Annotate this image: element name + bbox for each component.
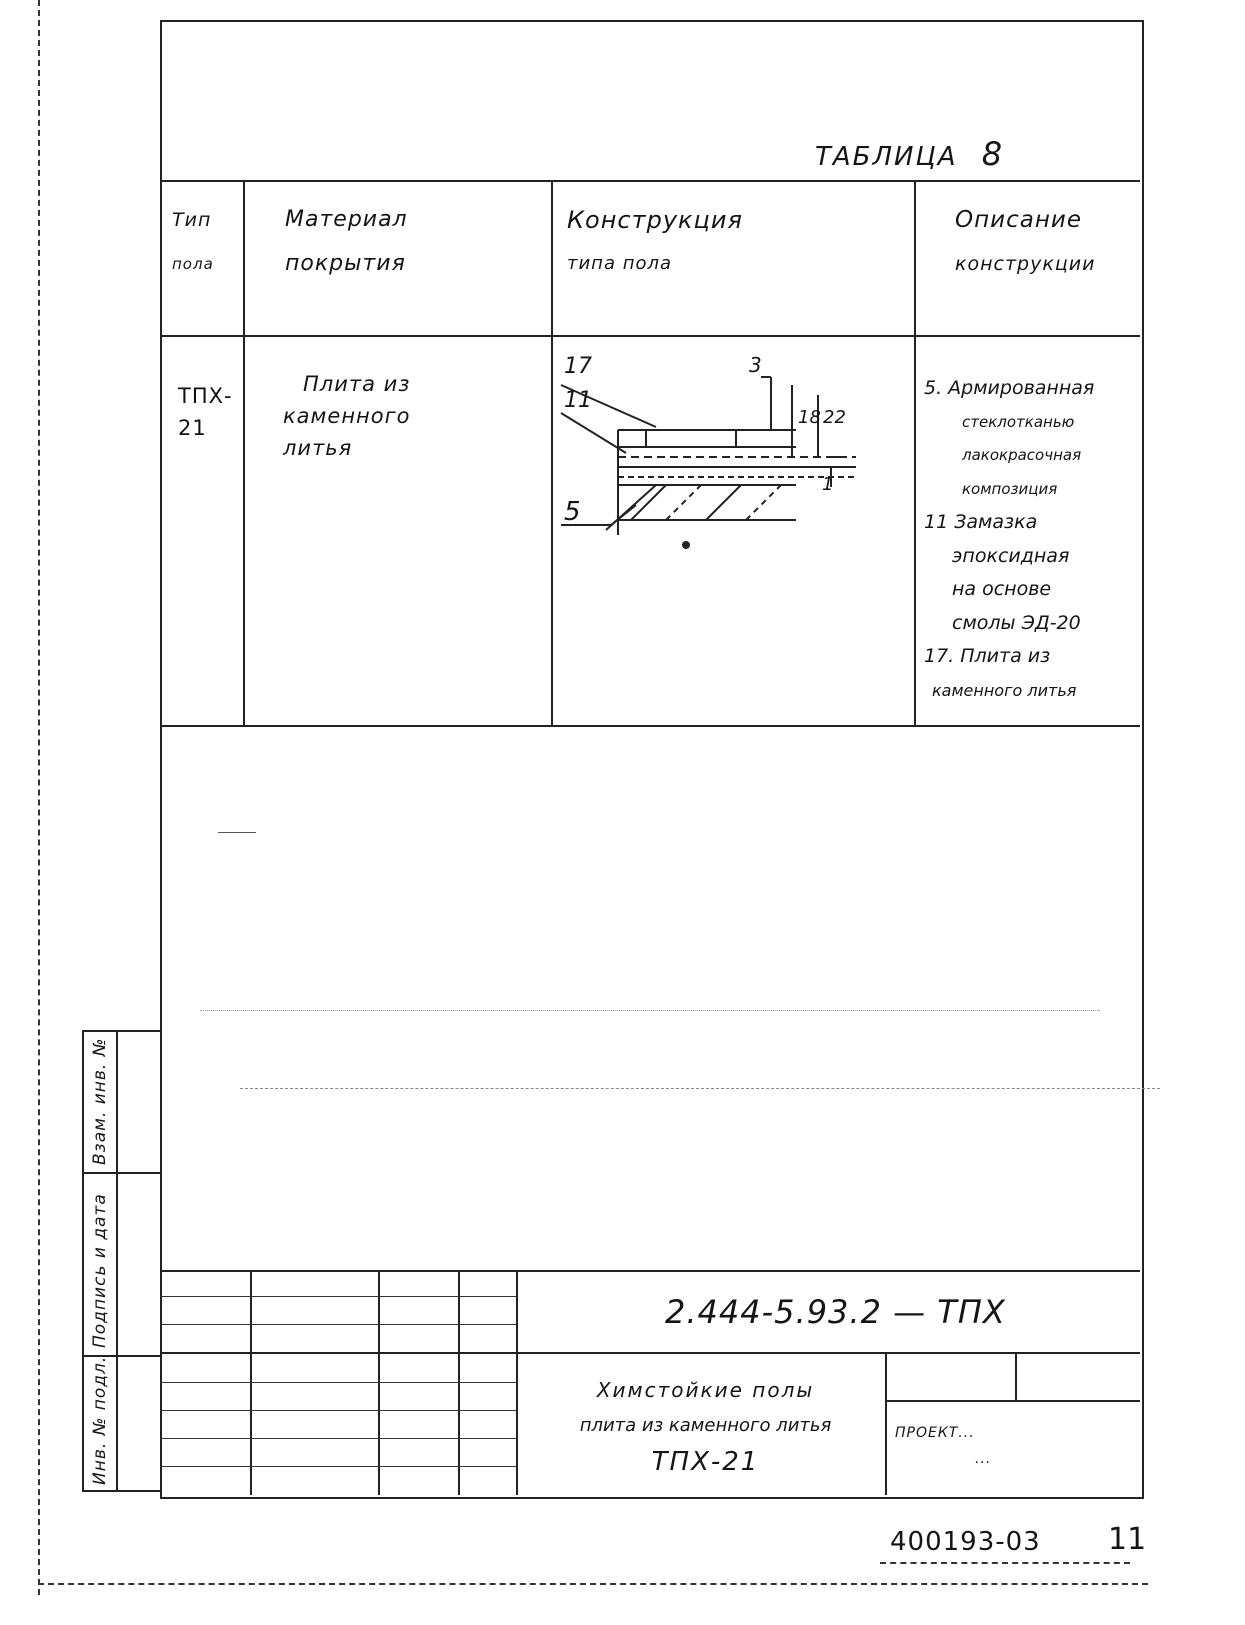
row-description: 5. Армированная стеклотканью лакокрасочная композиция 11 Замазка эпоксидная на основе смолы ЭД-20 17. Плита из каменного литья — [924, 377, 1095, 700]
archive-number: 400193-03 — [890, 1527, 1041, 1557]
grid-h-3 — [160, 1382, 516, 1383]
titleblock-org-split — [1015, 1352, 1017, 1400]
header-material: Материал покрытия — [285, 207, 408, 276]
stamp-bottom — [82, 1490, 160, 1492]
sheet-number: 11 — [1108, 1522, 1147, 1557]
titleblock-v-main — [516, 1270, 518, 1495]
header-type: Тип пола — [172, 209, 214, 273]
stamp-label-bottom: Инв. № подл. — [90, 1355, 110, 1485]
row-material: Плита из каменного литья — [283, 372, 411, 460]
drawing-dim-3: 3 — [749, 353, 762, 377]
document-title: Химстойкие полы плита из каменного литья ТПХ-21 — [579, 1378, 832, 1477]
grid-h-5 — [160, 1438, 516, 1439]
outer-left-border — [38, 0, 40, 1595]
stamp-col-left — [82, 1030, 84, 1490]
construction-drawing — [556, 345, 906, 560]
bottom-underline — [880, 1562, 1130, 1564]
stamp-top — [82, 1030, 160, 1032]
stamp-label-top: Взам. инв. № — [90, 1037, 110, 1165]
table-caption — [815, 135, 1004, 173]
drawing-label-11: 11 — [564, 388, 592, 413]
grid-h-1 — [160, 1296, 516, 1297]
document-code: 2.444-5.93.2 — ТПХ — [665, 1293, 1006, 1331]
col-line-2 — [551, 180, 553, 725]
row-bottom-line — [160, 725, 1140, 727]
col-line-1 — [243, 180, 245, 725]
table-label: ТАБЛИЦА — [815, 142, 958, 172]
grid-h-4 — [160, 1410, 516, 1411]
faint-mark-2 — [240, 1088, 1160, 1089]
header-description: Описание конструкции — [955, 207, 1096, 275]
outer-bottom-border — [38, 1583, 1148, 1585]
row-type: ТПХ- 21 — [178, 384, 233, 440]
header-construction: Конструкция типа пола — [567, 206, 743, 274]
stamp-label-middle: Подпись и дата — [90, 1193, 110, 1348]
drawing-label-17: 17 — [564, 354, 592, 379]
grid-h-2 — [160, 1324, 516, 1325]
faint-mark-3 — [200, 1010, 1100, 1011]
table-top-line — [160, 180, 1140, 182]
organization: ПРОЕКТ... ... — [895, 1425, 992, 1467]
col-line-3 — [914, 180, 916, 725]
titleblock-v-org — [885, 1352, 887, 1495]
drawing-label-5: 5 — [564, 497, 581, 527]
stamp-col-mid — [116, 1030, 118, 1490]
drawing-dim-18: 18 — [798, 407, 821, 428]
drawing-dim-1: 1 — [822, 474, 834, 495]
titleblock-top — [160, 1270, 1140, 1272]
table-number: 8 — [981, 135, 1005, 173]
drawing-dim-22: 22 — [823, 407, 846, 428]
titleblock-mid — [160, 1352, 1140, 1354]
stamp-div-1 — [82, 1172, 160, 1174]
faint-mark-1 — [218, 832, 256, 833]
grid-h-6 — [160, 1466, 516, 1467]
header-bottom-line — [160, 335, 1140, 337]
titleblock-org-row — [885, 1400, 1140, 1402]
